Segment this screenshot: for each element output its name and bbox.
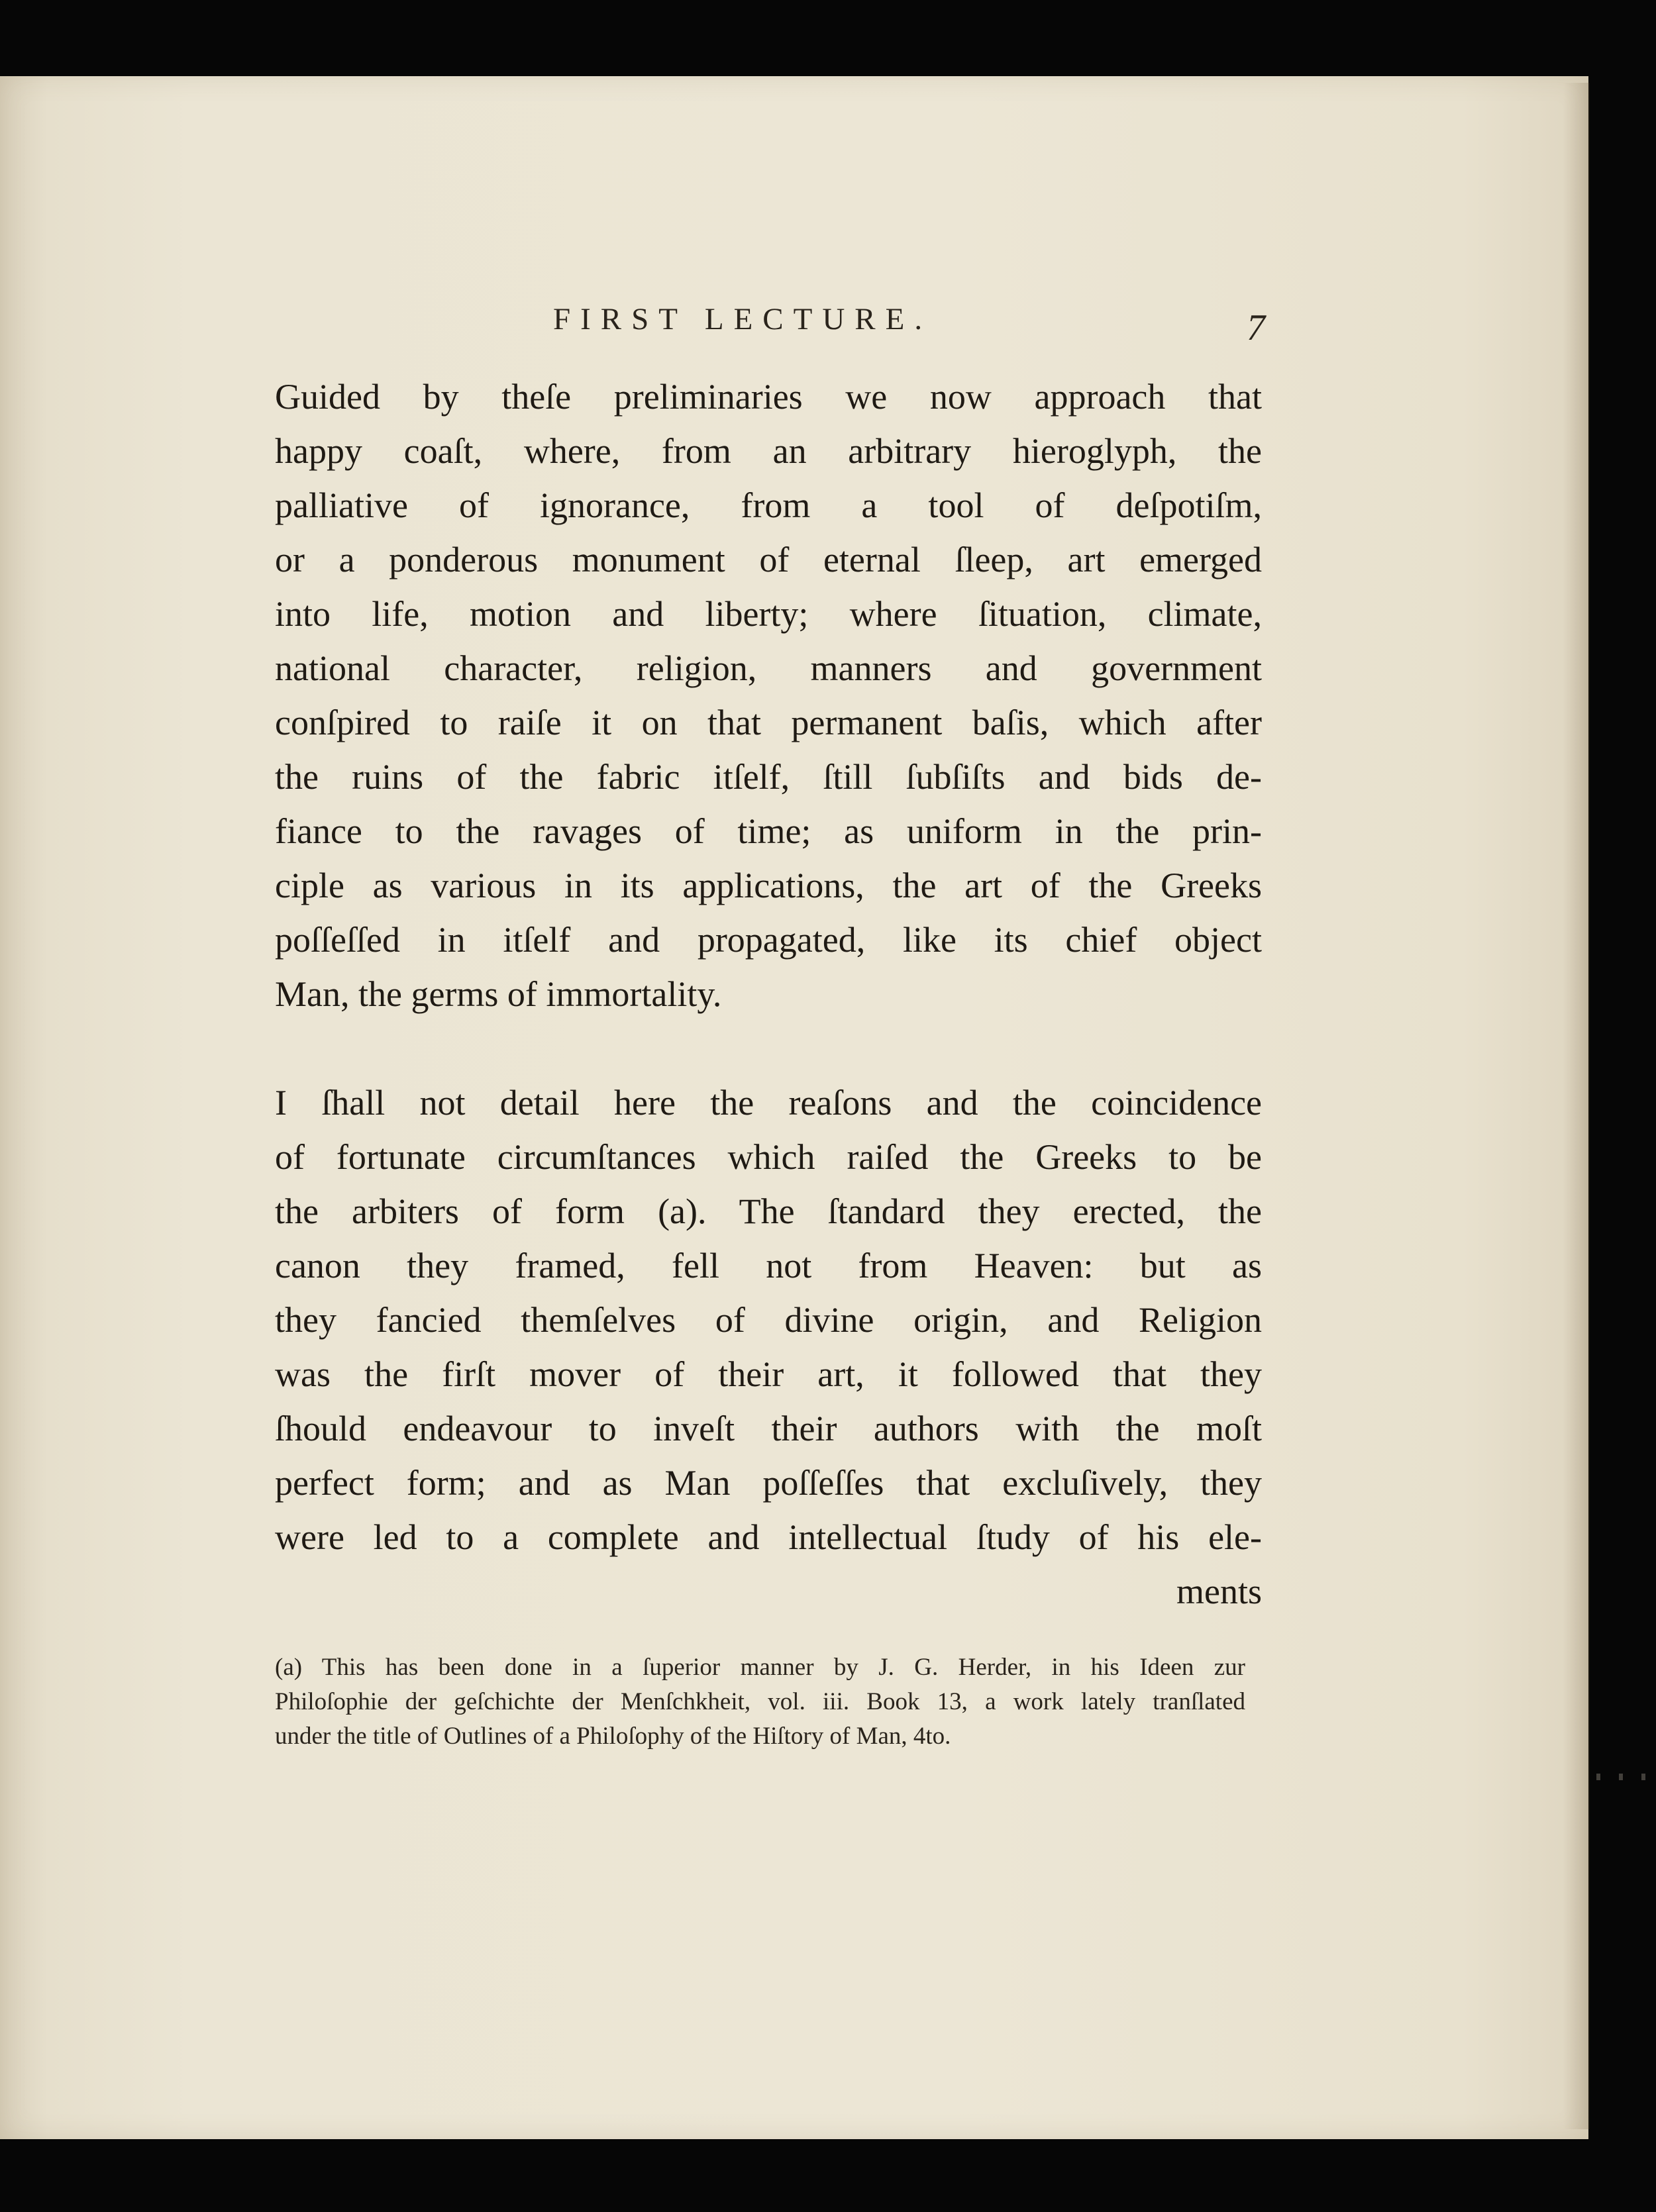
text-line: the arbiters of form (a). The ſtandard they erected, the bbox=[275, 1191, 1262, 1231]
running-head-title: FIRST LECTURE. bbox=[553, 302, 933, 336]
text-line: poſſeſſed in itſelf and propagated, like its chief object bbox=[275, 920, 1262, 960]
page-edge-shadow bbox=[1563, 83, 1590, 2129]
text-line: were led to a complete and intellectual ſtudy of his ele- bbox=[275, 1517, 1262, 1557]
footnote-line: Philoſophie der geſchichte der Menſchkheit, vol. iii. Book 13, a work lately tranſlated bbox=[275, 1688, 1245, 1715]
text-line: Man, the germs of immortality. bbox=[275, 974, 722, 1014]
running-head bbox=[0, 301, 1656, 354]
footnote-line: (a) This has been done in a ſuperior manner by J. G. Herder, in his Ideen zur bbox=[275, 1654, 1245, 1681]
text-line: or a ponderous monument of eternal ſleep, art emerged bbox=[275, 540, 1262, 579]
text-line: ciple as various in its applications, the art of the Greeks bbox=[275, 866, 1262, 905]
footnote bbox=[275, 1650, 1245, 1754]
text-line: palliative of ignorance, from a tool of deſpotiſm, bbox=[275, 485, 1262, 525]
text-line: perfect form; and as Man poſſeſſes that excluſively, they bbox=[275, 1463, 1262, 1503]
text-line: the ruins of the fabric itſelf, ſtill ſubſiſts and bids de- bbox=[275, 757, 1262, 797]
text-line: was the firſt mover of their art, it followed that they bbox=[275, 1354, 1262, 1394]
paragraph-2 bbox=[275, 1076, 1262, 1619]
text-line: national character, religion, manners and government bbox=[275, 648, 1262, 688]
text-line: I ſhall not detail here the reaſons and the coincidence bbox=[275, 1083, 1262, 1123]
text-line: canon they framed, fell not from Heaven: but as bbox=[275, 1246, 1262, 1285]
text-line: ſhould endeavour to inveſt their authors with the moſt bbox=[275, 1409, 1262, 1448]
text-line: happy coaſt, where, from an arbitrary hieroglyph, the bbox=[275, 431, 1262, 471]
text-line: conſpired to raiſe it on that permanent baſis, which after bbox=[275, 703, 1262, 742]
catchword: ments bbox=[1176, 1572, 1262, 1611]
text-line: fiance to the ravages of time; as uniform in the prin- bbox=[275, 811, 1262, 851]
scan-specks bbox=[1596, 1774, 1656, 1780]
text-line: they fancied themſelves of divine origin, and Religion bbox=[275, 1300, 1262, 1340]
footnote-line: under the title of Outlines of a Philoſophy of the Hiſtory of Man, 4to. bbox=[275, 1723, 951, 1750]
text-line: into life, motion and liberty; where ſituation, climate, bbox=[275, 594, 1262, 634]
text-line: of fortunate circumſtances which raiſed the Greeks to be bbox=[275, 1137, 1262, 1177]
paragraph-1 bbox=[275, 370, 1262, 1021]
text-line: Guided by theſe preliminaries we now approach that bbox=[275, 377, 1262, 417]
page-number: 7 bbox=[1247, 307, 1265, 348]
